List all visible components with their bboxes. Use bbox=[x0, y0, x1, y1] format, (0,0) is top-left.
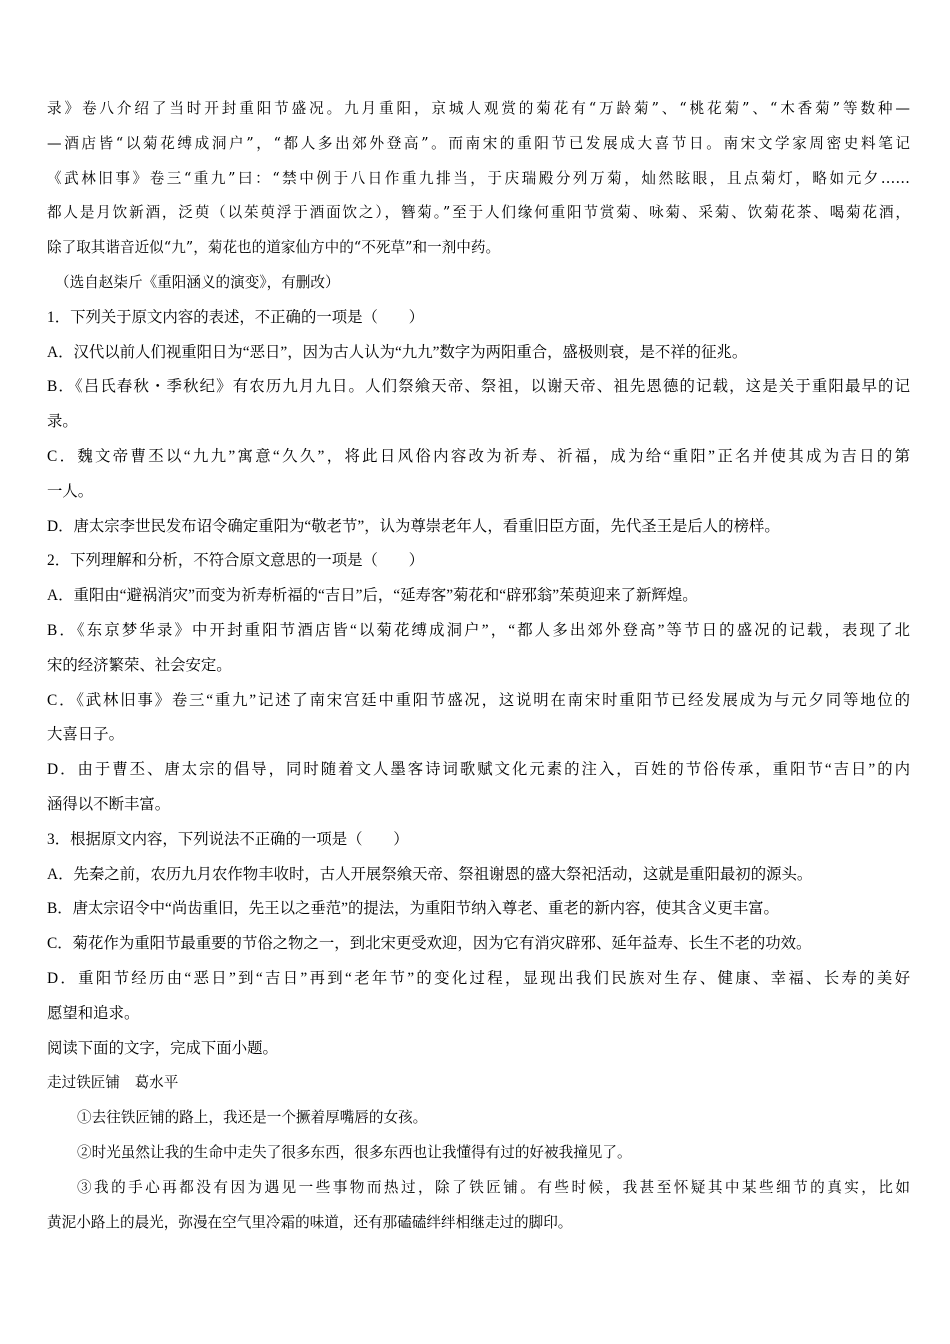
option-line: 宋的经济繁荣、社会安定。 bbox=[47, 656, 232, 674]
option-line: 愿望和追求。 bbox=[47, 1004, 140, 1022]
question-stem: 2．下列理解和分析，不符合原文意思的一项是（ ） bbox=[47, 552, 425, 570]
article-paragraph: ①去往铁匠铺的路上，我还是一个撅着厚嘴唇的女孩。 bbox=[77, 1109, 428, 1127]
article-title-author: 走过铁匠铺 葛水平 bbox=[47, 1074, 179, 1092]
article bbox=[47, 1066, 910, 1240]
passage-line: 《武林旧事》卷三“重九”曰：“禁中例于八日作重九排当，于庆瑞殿分列万菊，灿然眩眼，且点菊灯，略如元夕…… bbox=[47, 169, 910, 187]
article-paragraph: 黄泥小路上的晨光，弥漫在空气里冷霜的味道，还有那磕磕绊绊相继走过的脚印。 bbox=[47, 1213, 573, 1231]
question-1 bbox=[47, 301, 910, 545]
option-line: 大喜日子。 bbox=[47, 726, 124, 744]
passage-line: —酒店皆“以菊花缚成洞户”，“都人多出郊外登高”。而南宋的重阳节已发展成大喜节日。南宋文学家周密史料笔记 bbox=[47, 134, 910, 152]
article-paragraph: ③我的手心再都没有因为遇见一些事物而热过，除了铁匠铺。有些时候，我甚至怀疑其中某些细节的真实，比如 bbox=[77, 1178, 910, 1196]
option-line: 涵得以不断丰富。 bbox=[47, 795, 171, 813]
source-note: （选自赵柒斤《重阳涵义的演变》，有删改） bbox=[55, 273, 340, 291]
option-line: D．由于曹丕、唐太宗的倡导，同时随着文人墨客诗词歌赋文化元素的注入，百姓的节俗传承，重阳节“吉日”的内 bbox=[47, 761, 910, 779]
option-line: C．《武林旧事》卷三“重九”记述了南宋宫廷中重阳节盛况，这说明在南宋时重阳节已经发展成为与元夕同等地位的 bbox=[47, 691, 910, 709]
question-2 bbox=[47, 544, 910, 822]
option-line: A．先秦之前，农历九月农作物丰收时，古人开展祭飨天帝、祭祖谢恩的盛大祭祀活动，这就是重阳最初的源头。 bbox=[47, 865, 813, 883]
option-line: D．唐太宗李世民发布诏令确定重阳为“敬老节”，认为尊崇老年人，看重旧臣方面，先代圣王是后人的榜样。 bbox=[47, 517, 780, 535]
passage-line: 都人是月饮新酒，泛萸（以茱萸浮于酒面饮之），簪菊。”至于人们缘何重阳节赏菊、咏菊、采菊、饮菊花茶、喝菊花酒， bbox=[47, 204, 910, 222]
article-paragraph: ②时光虽然让我的生命中走失了很多东西，很多东西也让我懂得有过的好被我撞见了。 bbox=[77, 1143, 632, 1161]
reading-intro: 阅读下面的文字，完成下面小题。 bbox=[47, 1039, 278, 1057]
passage-end bbox=[47, 92, 910, 266]
option-line: 一人。 bbox=[47, 482, 94, 500]
passage-line: 除了取其谐音近似“九”，菊花也的道家仙方中的“不死草”和一剂中药。 bbox=[47, 239, 501, 257]
option-line: D．重阳节经历由“恶日”到“吉日”再到“老年节”的变化过程，显现出我们民族对生存、健康、幸福、长寿的美好 bbox=[47, 969, 910, 987]
option-line: C．菊花作为重阳节最重要的节俗之物之一，到北宋更受欢迎，因为它有消灾辟邪、延年益寿、长生不老的功效。 bbox=[47, 935, 812, 953]
option-line: B．唐太宗诏令中“尚齿重旧，先王以之垂范”的提法，为重阳节纳入尊老、重老的新内容，使其含义更丰富。 bbox=[47, 900, 779, 918]
option-line: A．重阳由“避祸消灾”而变为祈寿析福的“吉日”后，“延寿客”菊花和“辟邪翁”茱萸迎来了新辉煌。 bbox=[47, 587, 698, 605]
option-line: A．汉代以前人们视重阳日为“恶日”，因为古人认为“九九”数字为两阳重合，盛极则衰，是不祥的征兆。 bbox=[47, 343, 748, 361]
option-line: B．《东京梦华录》中开封重阳节酒店皆“以菊花缚成洞户”，“都人多出郊外登高”等节日的盛况的记载，表现了北 bbox=[47, 621, 910, 639]
question-stem: 3．根据原文内容，下列说法不正确的一项是（ ） bbox=[47, 830, 409, 848]
question-stem: 1．下列关于原文内容的表述，不正确的一项是（ ） bbox=[47, 308, 425, 326]
passage-line: 录》卷八介绍了当时开封重阳节盛况。九月重阳，京城人观赏的菊花有“万龄菊”、“桃花菊”、“木香菊”等数种— bbox=[47, 100, 910, 117]
option-line: C．魏文帝曹丕以“九九”寓意“久久”，将此日风俗内容改为祈寿、祈福，成为给“重阳”正名并使其成为吉日的第 bbox=[47, 447, 910, 465]
option-line: B．《吕氏春秋・季秋纪》有农历九月九日。人们祭飨天帝、祭祖，以谢天帝、祖先恩德的记载，这是关于重阳最早的记 bbox=[47, 378, 910, 396]
option-line: 录。 bbox=[47, 413, 78, 431]
question-3 bbox=[47, 823, 910, 1032]
